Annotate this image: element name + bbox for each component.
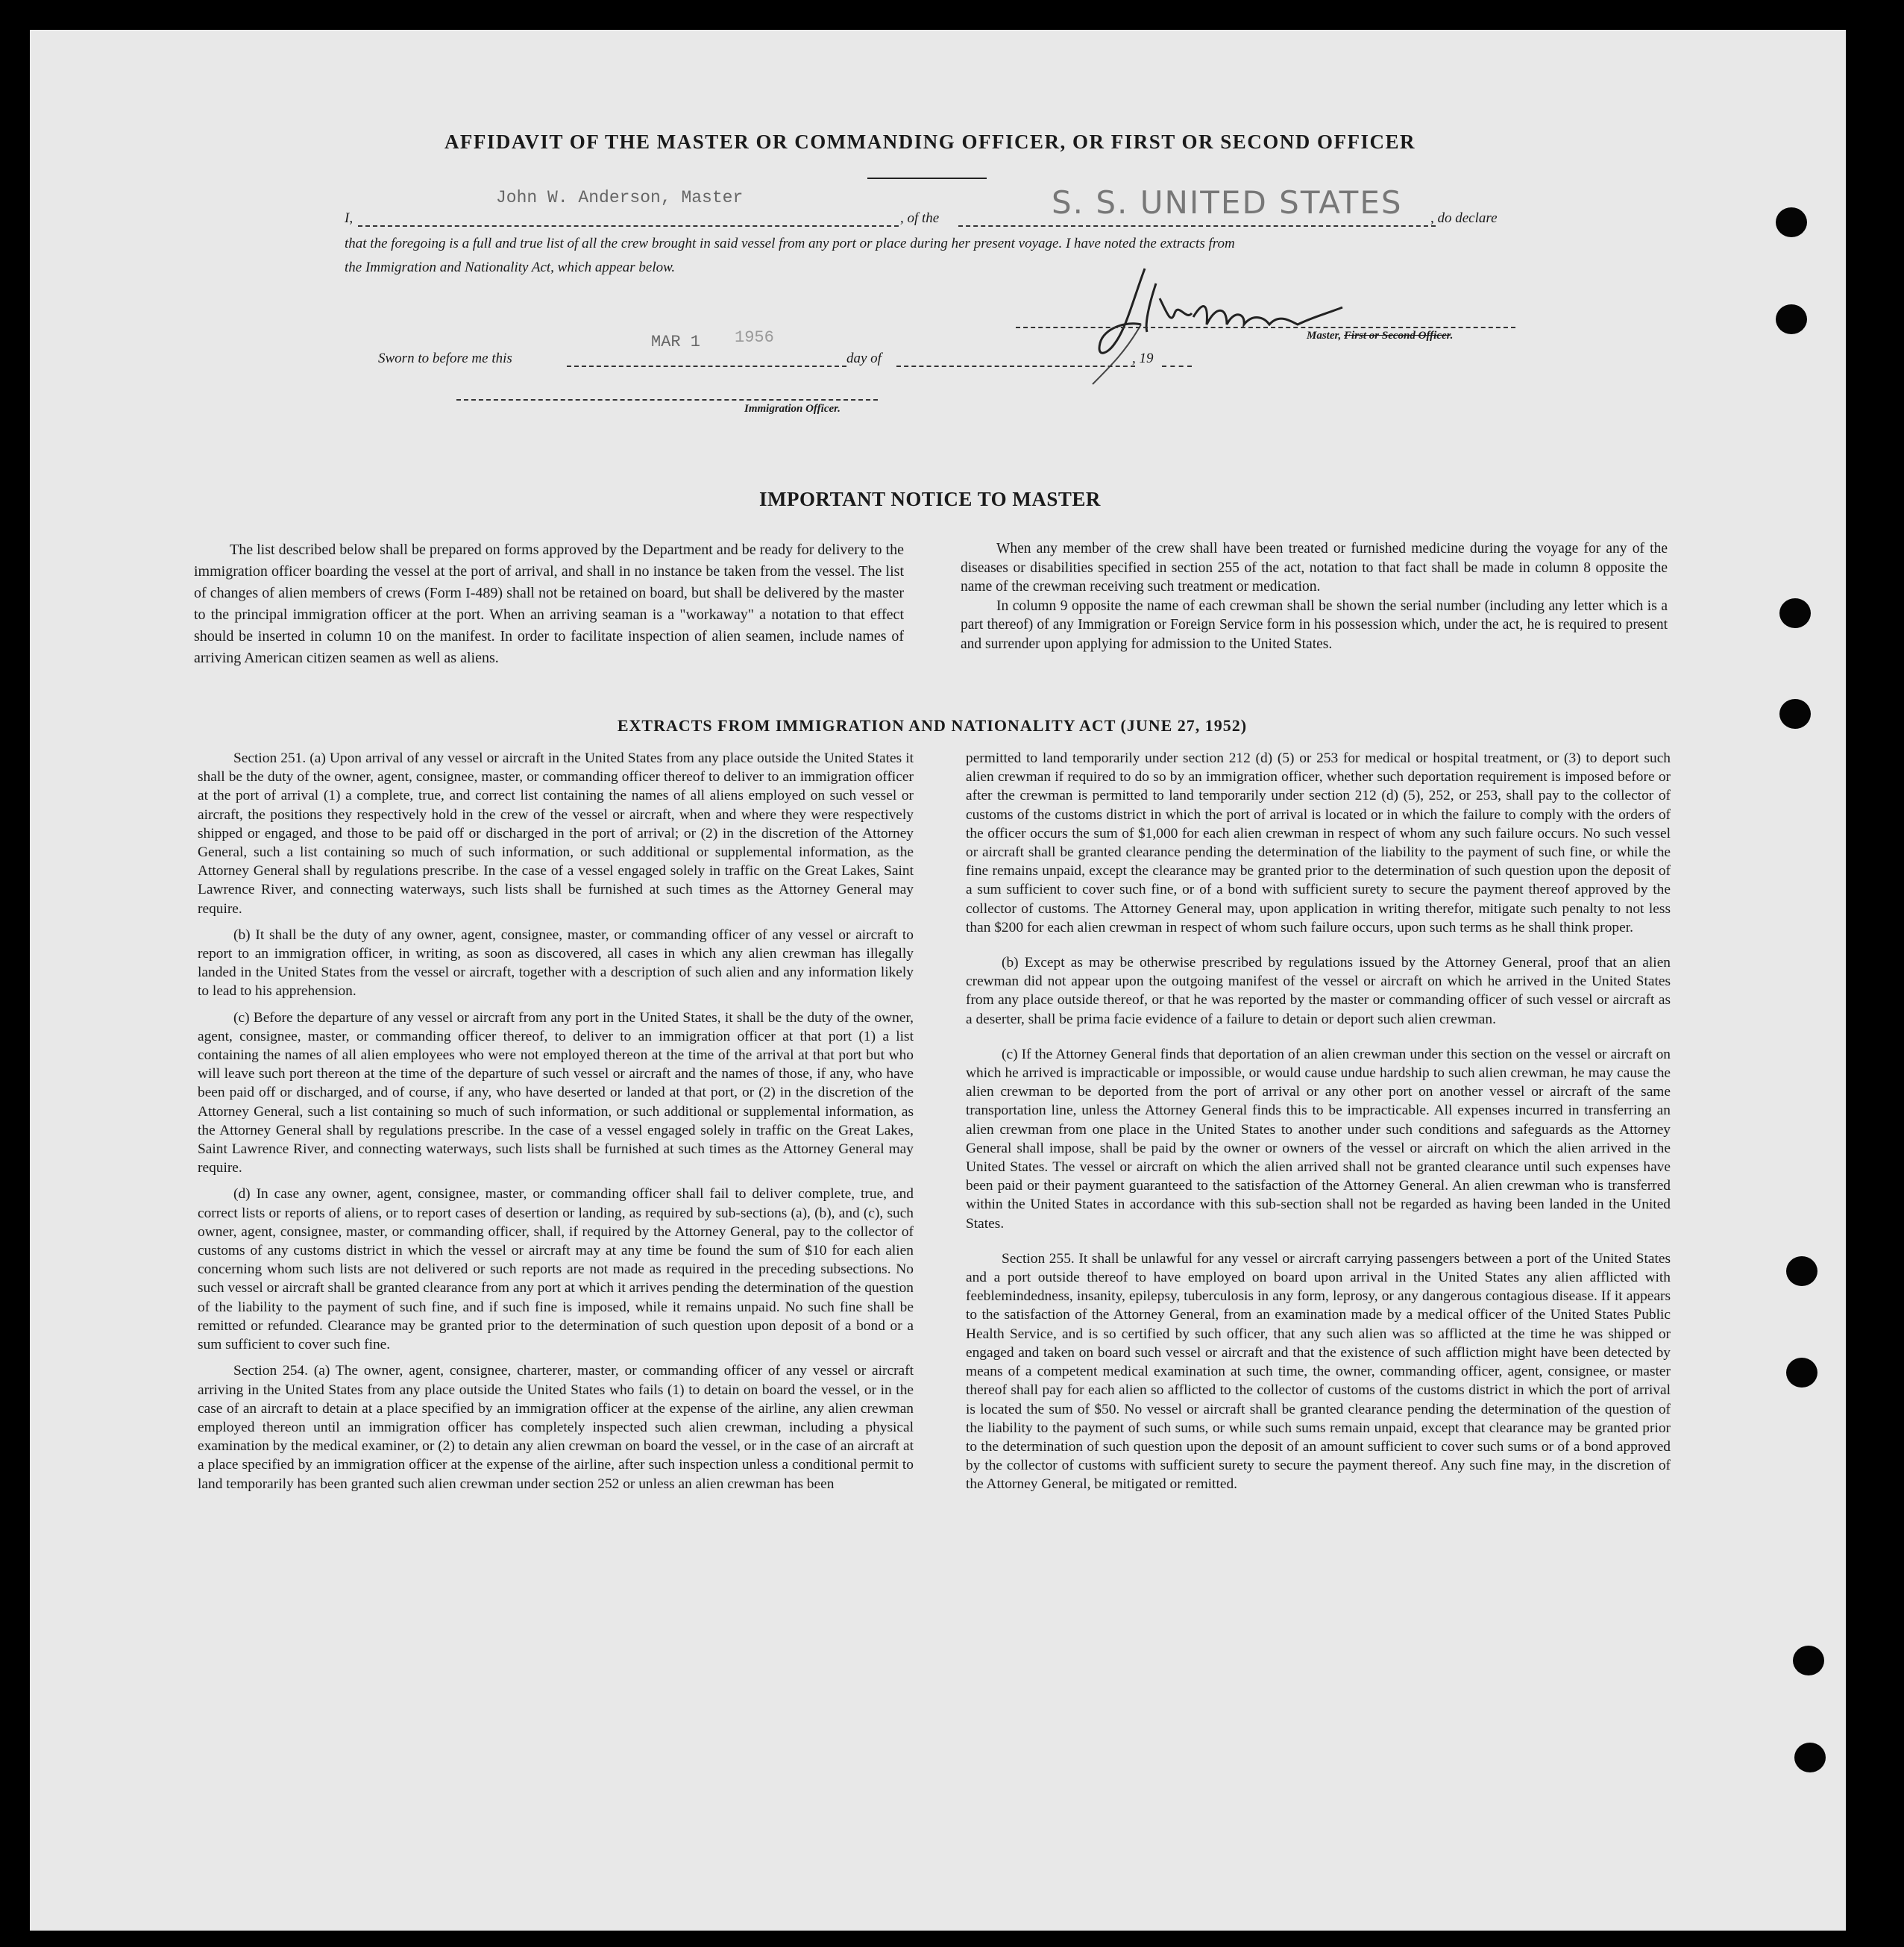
master-name: John W. Anderson, Master — [496, 188, 744, 207]
date-stamp-year: 1956 — [735, 328, 774, 347]
punch-hole-2 — [1776, 304, 1807, 334]
master-title — [1307, 330, 1453, 342]
vessel-line — [958, 225, 1436, 227]
struck-officer-label: First or Second Officer — [1344, 330, 1451, 342]
notice-title: IMPORTANT NOTICE TO MASTER — [759, 488, 1101, 510]
title-rule — [867, 178, 987, 179]
notice-right-text-2: In column 9 opposite the name of each crewman shall be shown the serial number (including any letter which is a part thereof) of any Immigration or Foreign Service form in his possession which, under the act, he is required to present and surrender upon applying for admission to the United States. — [961, 598, 1668, 652]
do-declare-label: , do declare — [1430, 210, 1498, 226]
notice-left-text: The list described below shall be prepared on forms approved by the Department and be ready for delivery to the immigration officer boarding the vessel at the port of arrival, and shall in no instance be taken from the vessel. The list of changes of alien members of crews (Form I-489) shall not be retained on board, but shall be delivered by the master to the principal immigration officer at the port. When an arriving seaman is a "workaway" a notation to that effect should be inserted in column 10 on the manifest. In order to facilitate inspection of alien seamen, include names of arriving American citizen seamen as well as aliens. — [194, 542, 904, 666]
section-255: Section 255. It shall be unlawful for any vessel or aircraft carrying passengers between a port of the United States and a port outside thereof to have employed on board upon arrival in the United States any alien afflicted with feeblemindedness, insanity, epilepsy, tuberculosis in any form, leprosy, or any dangerous contagious disease. If it appears to the satisfaction of the Attorney General, from an examination made by a medical officer of the United States Public Health Service, and is so certified by such officer, that any such alien was so afflicted at the time he was shipped or engaged and taken on board such vessel or aircraft and that the existence of such affliction might have been detected by means of a competent medical examination at such time, the owner, commanding officer, agent, consignee, or master thereof shall pay for each alien so afflicted to the collector of customs of the customs district in which the port of arrival is located the sum of $50. No vessel or aircraft shall be granted clearance pending the determination of the question of the liability to the payment of such sums, or while such sums remain unpaid, except that clearance may be granted prior to the determination of such question upon the deposit of an amount sufficient to cover such sums or of a bond approved by the collector of customs with sufficient surety to secure the payment thereof. Any such fine may, in the discretion of the Attorney General, be mitigated or remitted. — [966, 1250, 1671, 1493]
punch-hole-8 — [1794, 1743, 1826, 1772]
section-251b: (b) It shall be the duty of any owner, agent, consignee, master, or commanding officer of any vessel or aircraft to report to an immigration officer, in writing, as soon as discovered, all cases in which any alien crewman has illegally landed in the United States from the vessel or aircraft, together with a description of such alien and any information likely to lead to his apprehension. — [198, 927, 914, 1000]
master-signature — [1074, 254, 1387, 388]
punch-hole-1 — [1776, 207, 1807, 237]
title-period: . — [1450, 330, 1454, 342]
sworn-day-line — [567, 366, 846, 367]
section-254b: (b) Except as may be otherwise prescribed by regulations issued by the Attorney General, proof that an alien crewman did not appear upon the outgoing manifest of the vessel or aircraft on which he arrived in the United States from any place outside thereof, or that he was reported by the master or commanding officer of such vessel or aircraft as a deserter, shall be prima facie evidence of a failure to detain or deport such alien crewman. — [966, 955, 1671, 1027]
notice-right — [961, 539, 1668, 661]
immigration-officer-label: Immigration Officer. — [744, 403, 841, 415]
section-251d: (d) In case any owner, agent, consignee, master, or commanding officer shall fail to deliver complete, true, and correct lists or reports of aliens, or to report cases of desertion or landing, as required by sub-sections (a), (b), and (c), such owner, agent, consignee, master, or commanding officer, shall, if required by the Attorney General, pay to the collector of customs of any customs district in which the vessel or aircraft may at any time be found the sum of $10 for each alien concerning whom such lists are not delivered or such reports are not made as required in the preceding subsections. No such vessel or aircraft shall be granted clearance from any port at which it arrives pending the determination of the question of the liability to the payment of such fine, and if such fine is imposed, while it remains unpaid. No such fine shall be remitted or refunded. Clearance may be granted prior to the determination of such question upon deposit of a bond or a sum sufficient to cover such fine. — [198, 1186, 914, 1353]
affidavit-title: AFFIDAVIT OF THE MASTER OR COMMANDING OFFICER, OR FIRST OR SECOND OFFICER — [444, 131, 1416, 153]
punch-hole-6 — [1786, 1358, 1817, 1388]
master-label: Master, — [1307, 330, 1342, 342]
extracts-right-column — [966, 749, 1671, 1502]
name-line — [358, 225, 899, 227]
sworn-month-line — [896, 366, 1135, 367]
sworn-label: Sworn to before me this — [378, 351, 512, 366]
section-254c: (c) If the Attorney General finds that deportation of an alien crewman under this section on the vessel or aircraft on which he arrived is impracticable or impossible, or would cause undue hardship to such alien crewman, he may cause the alien crewman to be deported from the port of arrival or any other port on another vessel or aircraft of the same transportation line, unless the Attorney General finds this to be impracticable. All expenses incurred in transferring an alien crewman from one place in the United States to another under such conditions and safeguards as the Attorney General shall impose, shall be paid by the owner or owners of the vessel or aircraft on which the alien arrived in the United States. The vessel or aircraft on which the alien arrived shall not be granted clearance until such expenses have been paid or their payment guaranteed to the satisfaction of the Attorney General. An alien crewman who is transferred within the United States in accordance with this sub-section shall not be regarded as having been landed in the United States. — [966, 1046, 1671, 1232]
declaration-text-1: that the foregoing is a full and true list of all the crew brought in said vessel from any port or place during her present voyage. I have noted the extracts from — [345, 236, 1235, 251]
punch-hole-3 — [1779, 598, 1811, 628]
punch-hole-5 — [1786, 1256, 1817, 1286]
year-prefix: , 19 — [1132, 351, 1154, 366]
notice-left — [194, 539, 904, 677]
section-254a-continued: permitted to land temporarily under section 212 (d) (5) or 253 for medical or hospital treatment, or (3) to deport such alien crewman if required to do so by an immigration officer, whether such deportation requirement is imposed before or after the crewman is permitted to land temporarily under section 212 (d) (5), 252, or 253, shall pay to the collector of customs of the customs district in which the port of arrival is located or in which the failure to comply with the orders of the officer occurs the sum of $1,000 for each alien crewman in respect of whom any such failure occurs. No such vessel or aircraft shall be granted clearance pending the determination of the liability to the payment of such fine, or while the fine remains unpaid, except the clearance may be granted prior to the determination of such question upon the deposit of a sum sufficient to cover such fine, or of a bond with sufficient surety to secure the payment thereof approved by the collector of customs. The Attorney General may, upon application in writing therefor, mitigate such penalty to not less than $200 for each alien crewman in respect of whom such failure occurs, upon such terms as he shall think proper. — [966, 750, 1671, 935]
day-of-label: day of — [846, 351, 882, 366]
i-label: I, — [345, 210, 354, 226]
signature-line — [1016, 327, 1515, 328]
notice-right-text-1: When any member of the crew shall have been treated or furnished medicine during the voyage for any of the diseases or disabilities specified in section 255 of the act, notation to that fact shall be made in column 8 opposite the name of the crewman receiving such treatment or medication. — [961, 541, 1668, 595]
punch-hole-7 — [1793, 1646, 1824, 1675]
vessel-name-stamp: S. S. UNITED STATES — [1052, 184, 1403, 221]
section-251a: Section 251. (a) Upon arrival of any vessel or aircraft in the United States from any place outside the United States it shall be the duty of the owner, agent, consignee, master, or commanding officer thereof to deliver to an immigration officer at the port of arrival (1) a complete, true, and correct list containing the names of all aliens employed on such vessel or aircraft, the positions they respectively hold in the crew of the vessel or aircraft, when and where they were respectively shipped or engaged, and those to be paid off or discharged in the port of arrival; or (2) in the discretion of the Attorney General, such a list containing so much of such information, or such additional or supplemental information, as the Attorney General shall by regulations prescribe. In the case of a vessel engaged solely in traffic on the Great Lakes, Saint Lawrence River, and connecting waterways, such lists shall be furnished at such times as the Attorney General may require. — [198, 750, 914, 917]
of-the-label: , of the — [900, 210, 940, 226]
date-stamp-day: MAR 1 — [651, 333, 701, 351]
immigration-officer-line — [456, 399, 878, 401]
extracts-title: EXTRACTS FROM IMMIGRATION AND NATIONALITY ACT (JUNE 27, 1952) — [617, 716, 1248, 735]
section-251c: (c) Before the departure of any vessel or aircraft from any port in the United States, it shall be the duty of the owner, agent, consignee, master, or commanding officer thereof, to deliver to an immigration officer at that port (1) a list containing the names of all alien employees who were not employed thereon at the time of the arrival at that port but who will leave such port thereon at the time of the departure of such vessel or aircraft and the names of those, if any, who have been paid off or discharged, and of course, if any, who have deserted or landed at that port, or (2) in the discretion of the Attorney General, such a list containing so much of such information, or such additional or supplemental information, as the Attorney General shall by regulations prescribe. In the case of a vessel engaged solely in traffic on the Great Lakes, Saint Lawrence River, and connecting waterways, such lists shall be furnished at such times as the Attorney General may require. — [198, 1009, 914, 1176]
declaration-text-2: the Immigration and Nationality Act, which appear below. — [345, 260, 676, 275]
sworn-year-line — [1162, 366, 1192, 367]
section-254a: Section 254. (a) The owner, agent, consignee, charterer, master, or commanding officer of any vessel or aircraft arriving in the United States from any place outside the United States who fails (1) to detain on board the vessel, or in the case of an aircraft to detain at a place specified by an immigration officer at the expense of the airline, any alien crewman employed thereon until an immigration officer has completely inspected such alien crewman, including a physical examination by the medical examiner, or (2) to detain any alien crewman on board the vessel, or in the case of an aircraft at a place specified by an immigration officer at the expense of the airline, after such inspection unless a conditional permit to land temporarily has been granted such alien crewman under section 252 or unless an alien crewman has been — [198, 1363, 914, 1492]
extracts-left-column — [198, 749, 914, 1501]
